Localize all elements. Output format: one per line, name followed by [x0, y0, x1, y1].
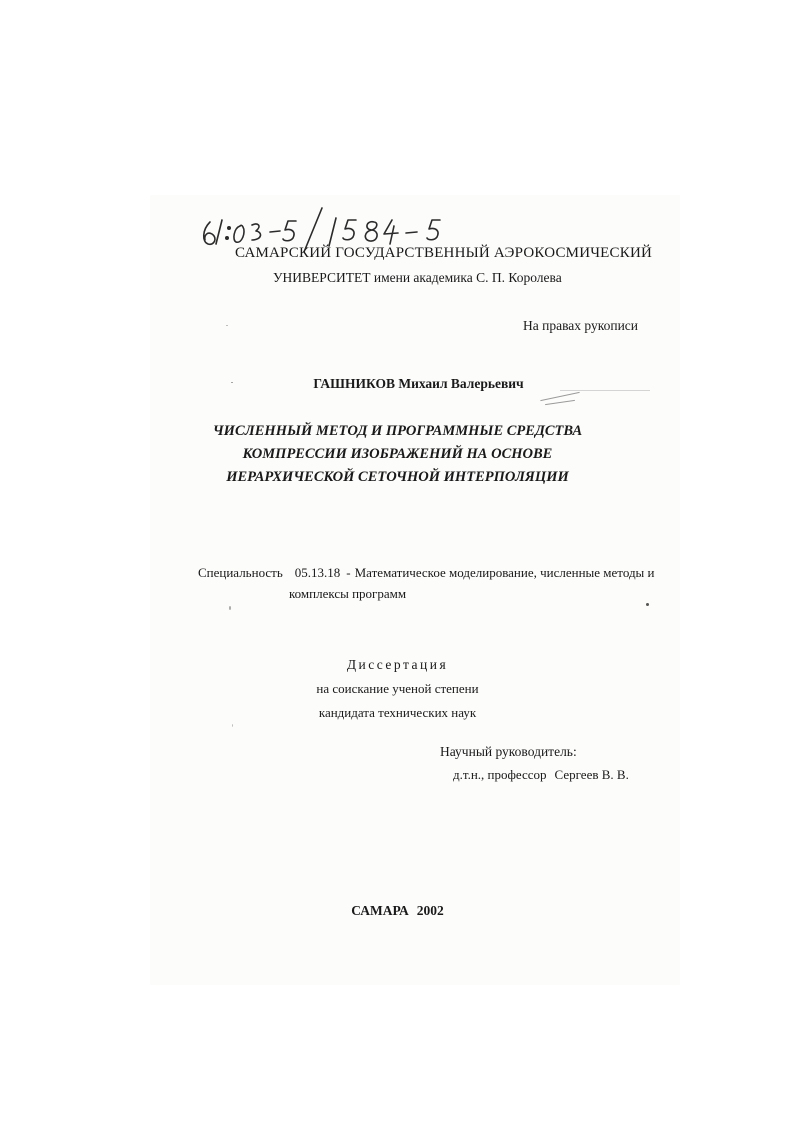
imprint-line [0, 903, 795, 919]
supervisor-name: Сергеев В. В. [554, 767, 629, 782]
specialty-dash: - [346, 565, 351, 580]
scan-speck [231, 382, 233, 383]
dissertation-title-line1: ЧИСЛЕННЫЙ МЕТОД И ПРОГРАММНЫЕ СРЕДСТВА [212, 423, 583, 439]
supervisor-label: Научный руководитель: [440, 744, 577, 759]
specialty-label: Специальность [198, 565, 283, 580]
university-name-line2: УНИВЕРСИТЕТ имени академика С. П. Королева [273, 270, 562, 285]
university-name-line1: САМАРСКИЙ ГОСУДАРСТВЕННЫЙ АЭРОКОСМИЧЕСКИЙ [235, 245, 653, 261]
author-surname: ГАШНИКОВ [313, 376, 395, 391]
specialty-name-line1: Математическое моделирование, численные методы и [354, 565, 655, 580]
manuscript-rights-note: На правах рукописи [523, 318, 639, 333]
scan-speck [232, 724, 233, 727]
author-given-names: Михаил Валерьевич [398, 376, 524, 391]
scan-speck [646, 603, 649, 606]
degree-line1: на соискание ученой степени [316, 681, 479, 696]
supervisor-line [453, 767, 629, 783]
imprint-year: 2002 [416, 903, 444, 918]
scan-speck [226, 325, 228, 326]
author-name [0, 376, 795, 392]
dissertation-heading: Диссертация [346, 657, 449, 672]
scanned-sheet [150, 195, 680, 985]
supervisor-credentials: д.т.н., профессор [453, 767, 547, 782]
degree-line2: кандидата технических наук [318, 705, 477, 720]
imprint-city: САМАРА [351, 903, 409, 918]
specialty-name-line2: комплексы программ [289, 586, 407, 601]
dissertation-title-line2: КОМПРЕССИИ ИЗОБРАЖЕНИЙ НА ОСНОВЕ [242, 446, 553, 462]
dissertation-title-line3: ИЕРАРХИЧЕСКОЙ СЕТОЧНОЙ ИНТЕРПОЛЯЦИИ [226, 469, 569, 485]
specialty-code: 05.13.18 [294, 565, 341, 580]
scan-mark [560, 390, 650, 391]
specialty-line [198, 565, 655, 581]
scan-speck [229, 606, 231, 610]
